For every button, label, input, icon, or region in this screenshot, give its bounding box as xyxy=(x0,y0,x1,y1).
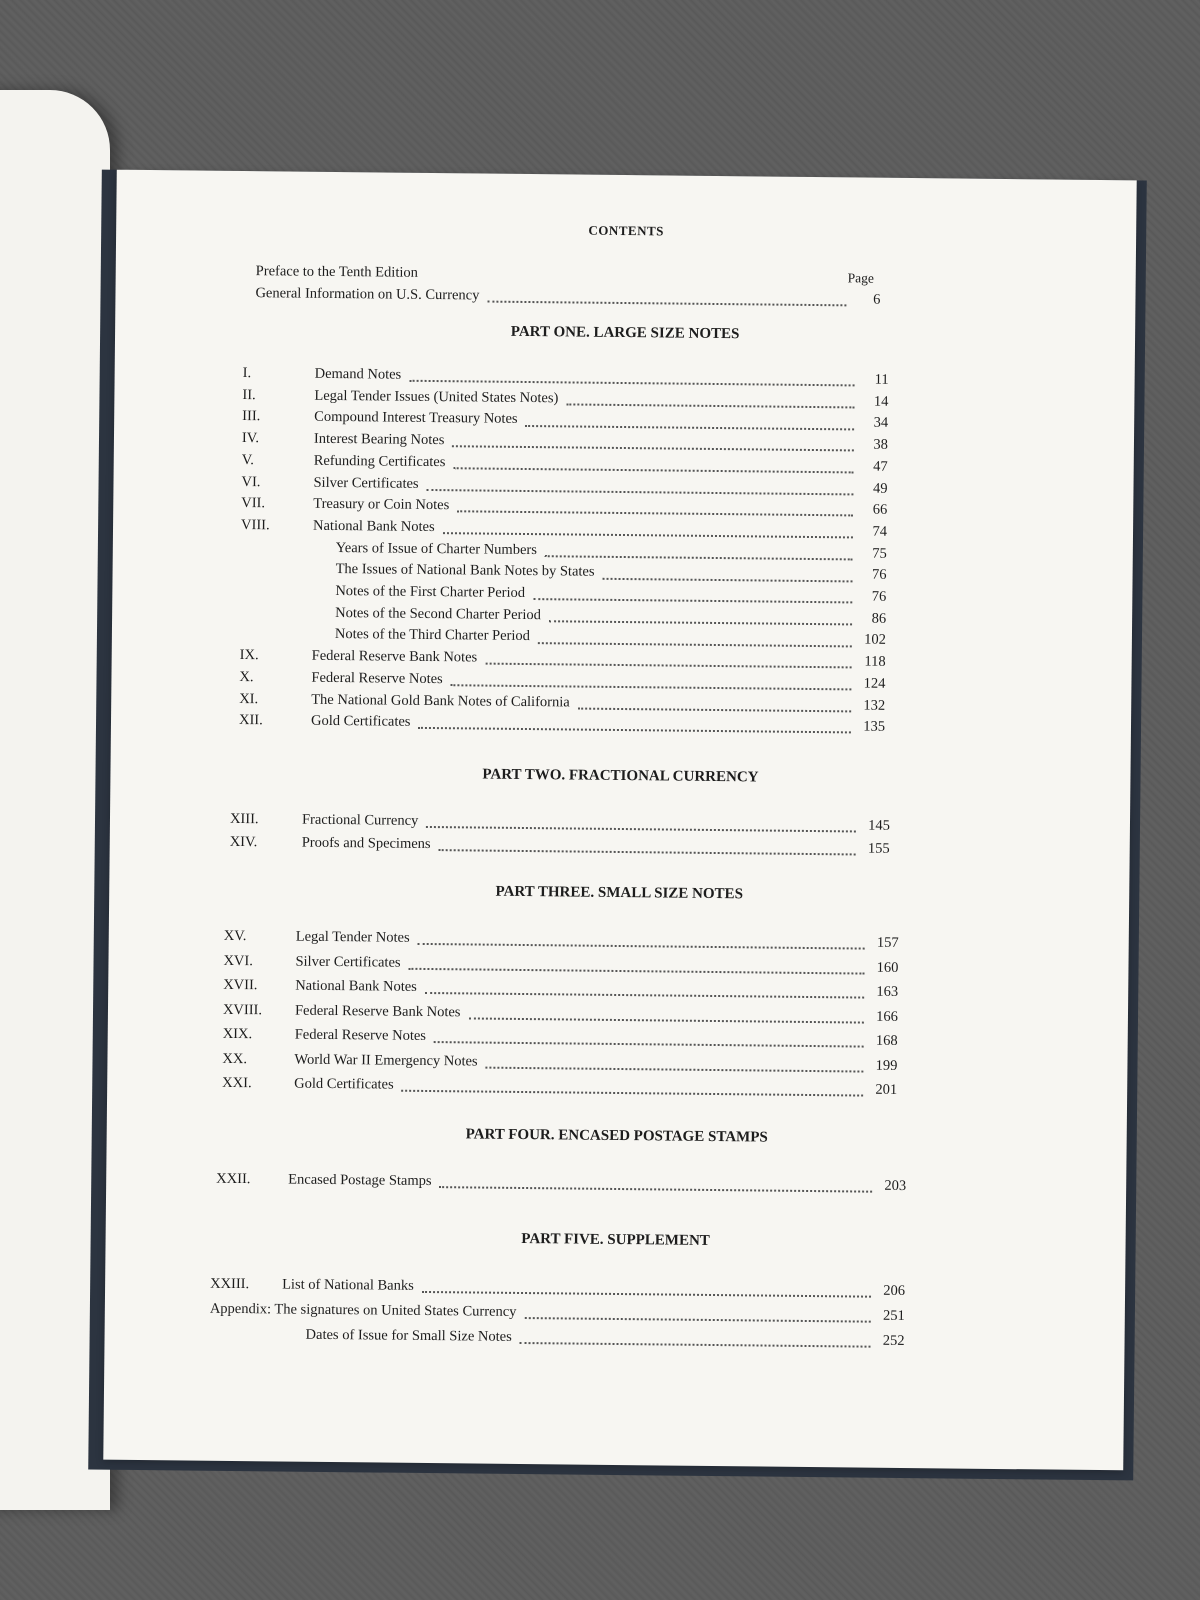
toc-entry xyxy=(240,647,886,671)
dot-leader xyxy=(545,543,853,560)
entry-label: Notes of the Third Charter Period xyxy=(334,626,531,645)
toc-entry xyxy=(240,582,886,606)
dot-leader xyxy=(485,651,852,668)
entry-number xyxy=(240,594,335,595)
dot-leader xyxy=(487,289,846,306)
entry-label: Federal Reserve Bank Notes xyxy=(294,1002,461,1020)
entry-label: Proofs and Specimens xyxy=(301,834,431,853)
entry-label: Compound Interest Treasury Notes xyxy=(314,409,518,428)
entry-label: Years of Issue of Charter Numbers xyxy=(335,539,538,558)
entry-label: Appendix: The signatures on United States Currency xyxy=(209,1300,517,1320)
entry-page: 124 xyxy=(863,675,886,692)
entry-label: The National Gold Bank Notes of California xyxy=(311,691,570,710)
entry-number xyxy=(240,637,335,638)
part-three-heading: PART THREE. SMALL SIZE NOTES xyxy=(495,883,744,903)
dot-leader xyxy=(457,499,853,517)
entry-number: IX. xyxy=(239,647,259,664)
entry-number: XVII. xyxy=(223,976,258,994)
part-four-heading: PART FOUR. ENCASED POSTAGE STAMPS xyxy=(465,1126,768,1146)
entry-number: I. xyxy=(242,365,252,382)
entry-label: Fractional Currency xyxy=(301,811,419,829)
part-five-heading: PART FIVE. SUPPLEMENT xyxy=(521,1230,710,1249)
entry-page: 206 xyxy=(883,1282,906,1300)
entry-page: 135 xyxy=(863,718,886,735)
entry-page: 38 xyxy=(873,436,889,453)
toc-entry xyxy=(241,539,887,563)
toc-entry xyxy=(223,952,898,976)
dot-leader xyxy=(409,368,855,386)
toc-entry xyxy=(241,560,887,584)
entry-page: 132 xyxy=(863,697,886,714)
entry-number: XXII. xyxy=(216,1170,251,1188)
dot-leader xyxy=(425,981,864,999)
toc-entry xyxy=(242,430,888,454)
entry-page: 74 xyxy=(872,523,888,540)
toc-entry xyxy=(230,834,890,858)
toc-entry xyxy=(223,977,898,1001)
part-one-heading: PART ONE. LARGE SIZE NOTES xyxy=(510,323,740,343)
entry-number: XIV. xyxy=(229,833,258,851)
entry-page: 163 xyxy=(876,983,899,1000)
entry-number: XIX. xyxy=(222,1025,253,1043)
entry-label: Demand Notes xyxy=(314,365,402,383)
toc-entry xyxy=(242,452,888,476)
entry-label: Silver Certificates xyxy=(313,474,419,492)
dot-leader xyxy=(422,1280,871,1298)
entry-page: 102 xyxy=(864,631,886,649)
entry-number: XX. xyxy=(222,1050,248,1067)
toc-entry xyxy=(223,1001,898,1025)
dot-leader xyxy=(538,630,852,647)
entry-page: 66 xyxy=(872,501,888,518)
toc-entry xyxy=(224,928,899,952)
entry-number: XVI. xyxy=(223,952,253,969)
entry-number xyxy=(241,551,336,552)
toc-entry xyxy=(230,811,890,835)
entry-page: 11 xyxy=(874,371,889,388)
dot-leader xyxy=(452,434,854,452)
entry-number: VII. xyxy=(241,495,266,512)
dot-leader xyxy=(418,932,865,950)
dot-leader xyxy=(440,1175,873,1193)
entry-label: Interest Bearing Notes xyxy=(313,430,445,449)
entry-page: 251 xyxy=(882,1307,905,1325)
entry-number: XIII. xyxy=(229,810,259,828)
toc-entry xyxy=(239,669,885,693)
entry-label: Notes of the First Charter Period xyxy=(335,583,526,601)
entry-label: Refunding Certificates xyxy=(313,452,446,470)
entry-number: IV. xyxy=(241,430,260,447)
entry-number: XII. xyxy=(238,712,263,729)
entry-label: Silver Certificates xyxy=(295,953,401,971)
entry-page: 203 xyxy=(884,1177,907,1195)
entry-number: XXIII. xyxy=(210,1275,250,1293)
entry-page: 75 xyxy=(872,545,887,562)
dot-leader xyxy=(427,477,854,495)
entry-number xyxy=(241,572,336,573)
entry-page: 47 xyxy=(873,458,888,475)
entry-label: World War II Emergency Notes xyxy=(294,1051,478,1070)
entry-page: 76 xyxy=(871,588,887,605)
entry-label: Gold Certificates xyxy=(294,1075,394,1093)
contents-page xyxy=(103,170,1136,1471)
dot-leader xyxy=(426,815,856,833)
toc-entry-general-info xyxy=(255,285,880,309)
entry-page: 34 xyxy=(873,415,889,432)
entry-number: X. xyxy=(239,668,254,685)
entry-label: Legal Tender Issues (United States Notes) xyxy=(314,387,559,407)
entry-number xyxy=(210,1338,306,1339)
entry-page: 160 xyxy=(876,959,899,976)
dot-leader xyxy=(418,716,851,734)
entry-number: II. xyxy=(242,386,256,403)
dot-leader xyxy=(409,956,865,974)
entry-page: 76 xyxy=(871,566,887,584)
toc-entry xyxy=(210,1326,905,1350)
entry-number: VIII. xyxy=(240,516,270,534)
entry-label: Gold Certificates xyxy=(310,712,411,730)
entry-number xyxy=(240,616,335,617)
entry-page: 14 xyxy=(873,393,889,410)
entry-page: 118 xyxy=(864,653,886,670)
toc-entry-preface xyxy=(256,263,881,287)
entry-number: XVIII. xyxy=(222,1001,263,1018)
entry-label: National Bank Notes xyxy=(295,977,417,995)
dot-leader xyxy=(468,1006,864,1024)
entry-page: 145 xyxy=(868,817,891,834)
entry-label: The Issues of National Bank Notes by States xyxy=(335,561,595,581)
entry-number: XV. xyxy=(223,927,247,945)
dot-leader xyxy=(578,696,852,712)
toc-entry xyxy=(241,474,887,498)
toc-entry xyxy=(210,1276,905,1300)
dot-leader xyxy=(526,413,855,430)
entry-page: 49 xyxy=(872,480,888,497)
part-two-heading: PART TWO. FRACTIONAL CURRENCY xyxy=(482,766,759,786)
entry-page: 155 xyxy=(867,840,890,857)
toc-entry xyxy=(240,625,886,649)
toc-entry xyxy=(223,1026,898,1050)
toc-entry xyxy=(222,1050,897,1074)
toc-entry xyxy=(240,604,886,628)
dot-leader xyxy=(451,673,852,691)
entry-page: 86 xyxy=(871,610,887,627)
entry-page: 6 xyxy=(873,291,881,308)
entry-number: XI. xyxy=(239,690,259,707)
entry-label: Preface to the Tenth Edition xyxy=(255,263,419,281)
dot-leader xyxy=(402,1078,864,1096)
page-column-header: Page xyxy=(847,270,875,286)
dot-leader xyxy=(549,609,852,626)
contents-title: CONTENTS xyxy=(588,222,665,239)
toc-entry xyxy=(242,387,888,411)
dot-leader xyxy=(453,456,853,474)
dot-leader xyxy=(520,1331,871,1348)
entry-label: List of National Banks xyxy=(282,1276,414,1294)
dot-leader xyxy=(486,1055,864,1073)
dot-leader xyxy=(439,838,856,856)
dot-leader xyxy=(533,587,852,604)
dot-leader xyxy=(434,1030,864,1048)
toc-entry xyxy=(239,691,885,715)
entry-label: Federal Reserve Notes xyxy=(311,669,443,687)
entry-page: 199 xyxy=(875,1057,898,1074)
toc-entry xyxy=(216,1171,906,1195)
dot-leader xyxy=(443,521,853,539)
entry-page: 166 xyxy=(876,1008,899,1025)
toc-entry xyxy=(241,517,887,541)
toc-entry xyxy=(222,1075,897,1099)
entry-label: Encased Postage Stamps xyxy=(288,1171,432,1190)
entry-label: Legal Tender Notes xyxy=(295,928,410,946)
entry-number: VI. xyxy=(241,473,261,490)
dot-leader xyxy=(566,392,854,409)
entry-label: Federal Reserve Notes xyxy=(294,1026,427,1044)
entry-number: III. xyxy=(242,408,261,425)
entry-number: XXI. xyxy=(222,1074,252,1092)
entry-page: 201 xyxy=(875,1081,898,1098)
entry-label: National Bank Notes xyxy=(312,517,435,535)
entry-label: Treasury or Coin Notes xyxy=(313,495,450,514)
toc-entry xyxy=(241,495,887,519)
toc-entry xyxy=(210,1301,905,1325)
entry-number: V. xyxy=(241,451,255,468)
entry-label: Federal Reserve Bank Notes xyxy=(311,647,478,666)
toc-entry xyxy=(242,408,888,432)
toc-entry xyxy=(243,365,889,389)
dot-leader xyxy=(602,566,852,582)
entry-label: Notes of the Second Charter Period xyxy=(335,604,542,623)
entry-label: General Information on U.S. Currency xyxy=(255,285,480,304)
toc-entry xyxy=(239,712,885,736)
dot-leader xyxy=(524,1306,871,1323)
entry-label: Dates of Issue for Small Size Notes xyxy=(305,1326,512,1345)
entry-page: 168 xyxy=(875,1032,898,1049)
entry-page: 252 xyxy=(882,1332,905,1350)
entry-page: 157 xyxy=(876,934,899,951)
